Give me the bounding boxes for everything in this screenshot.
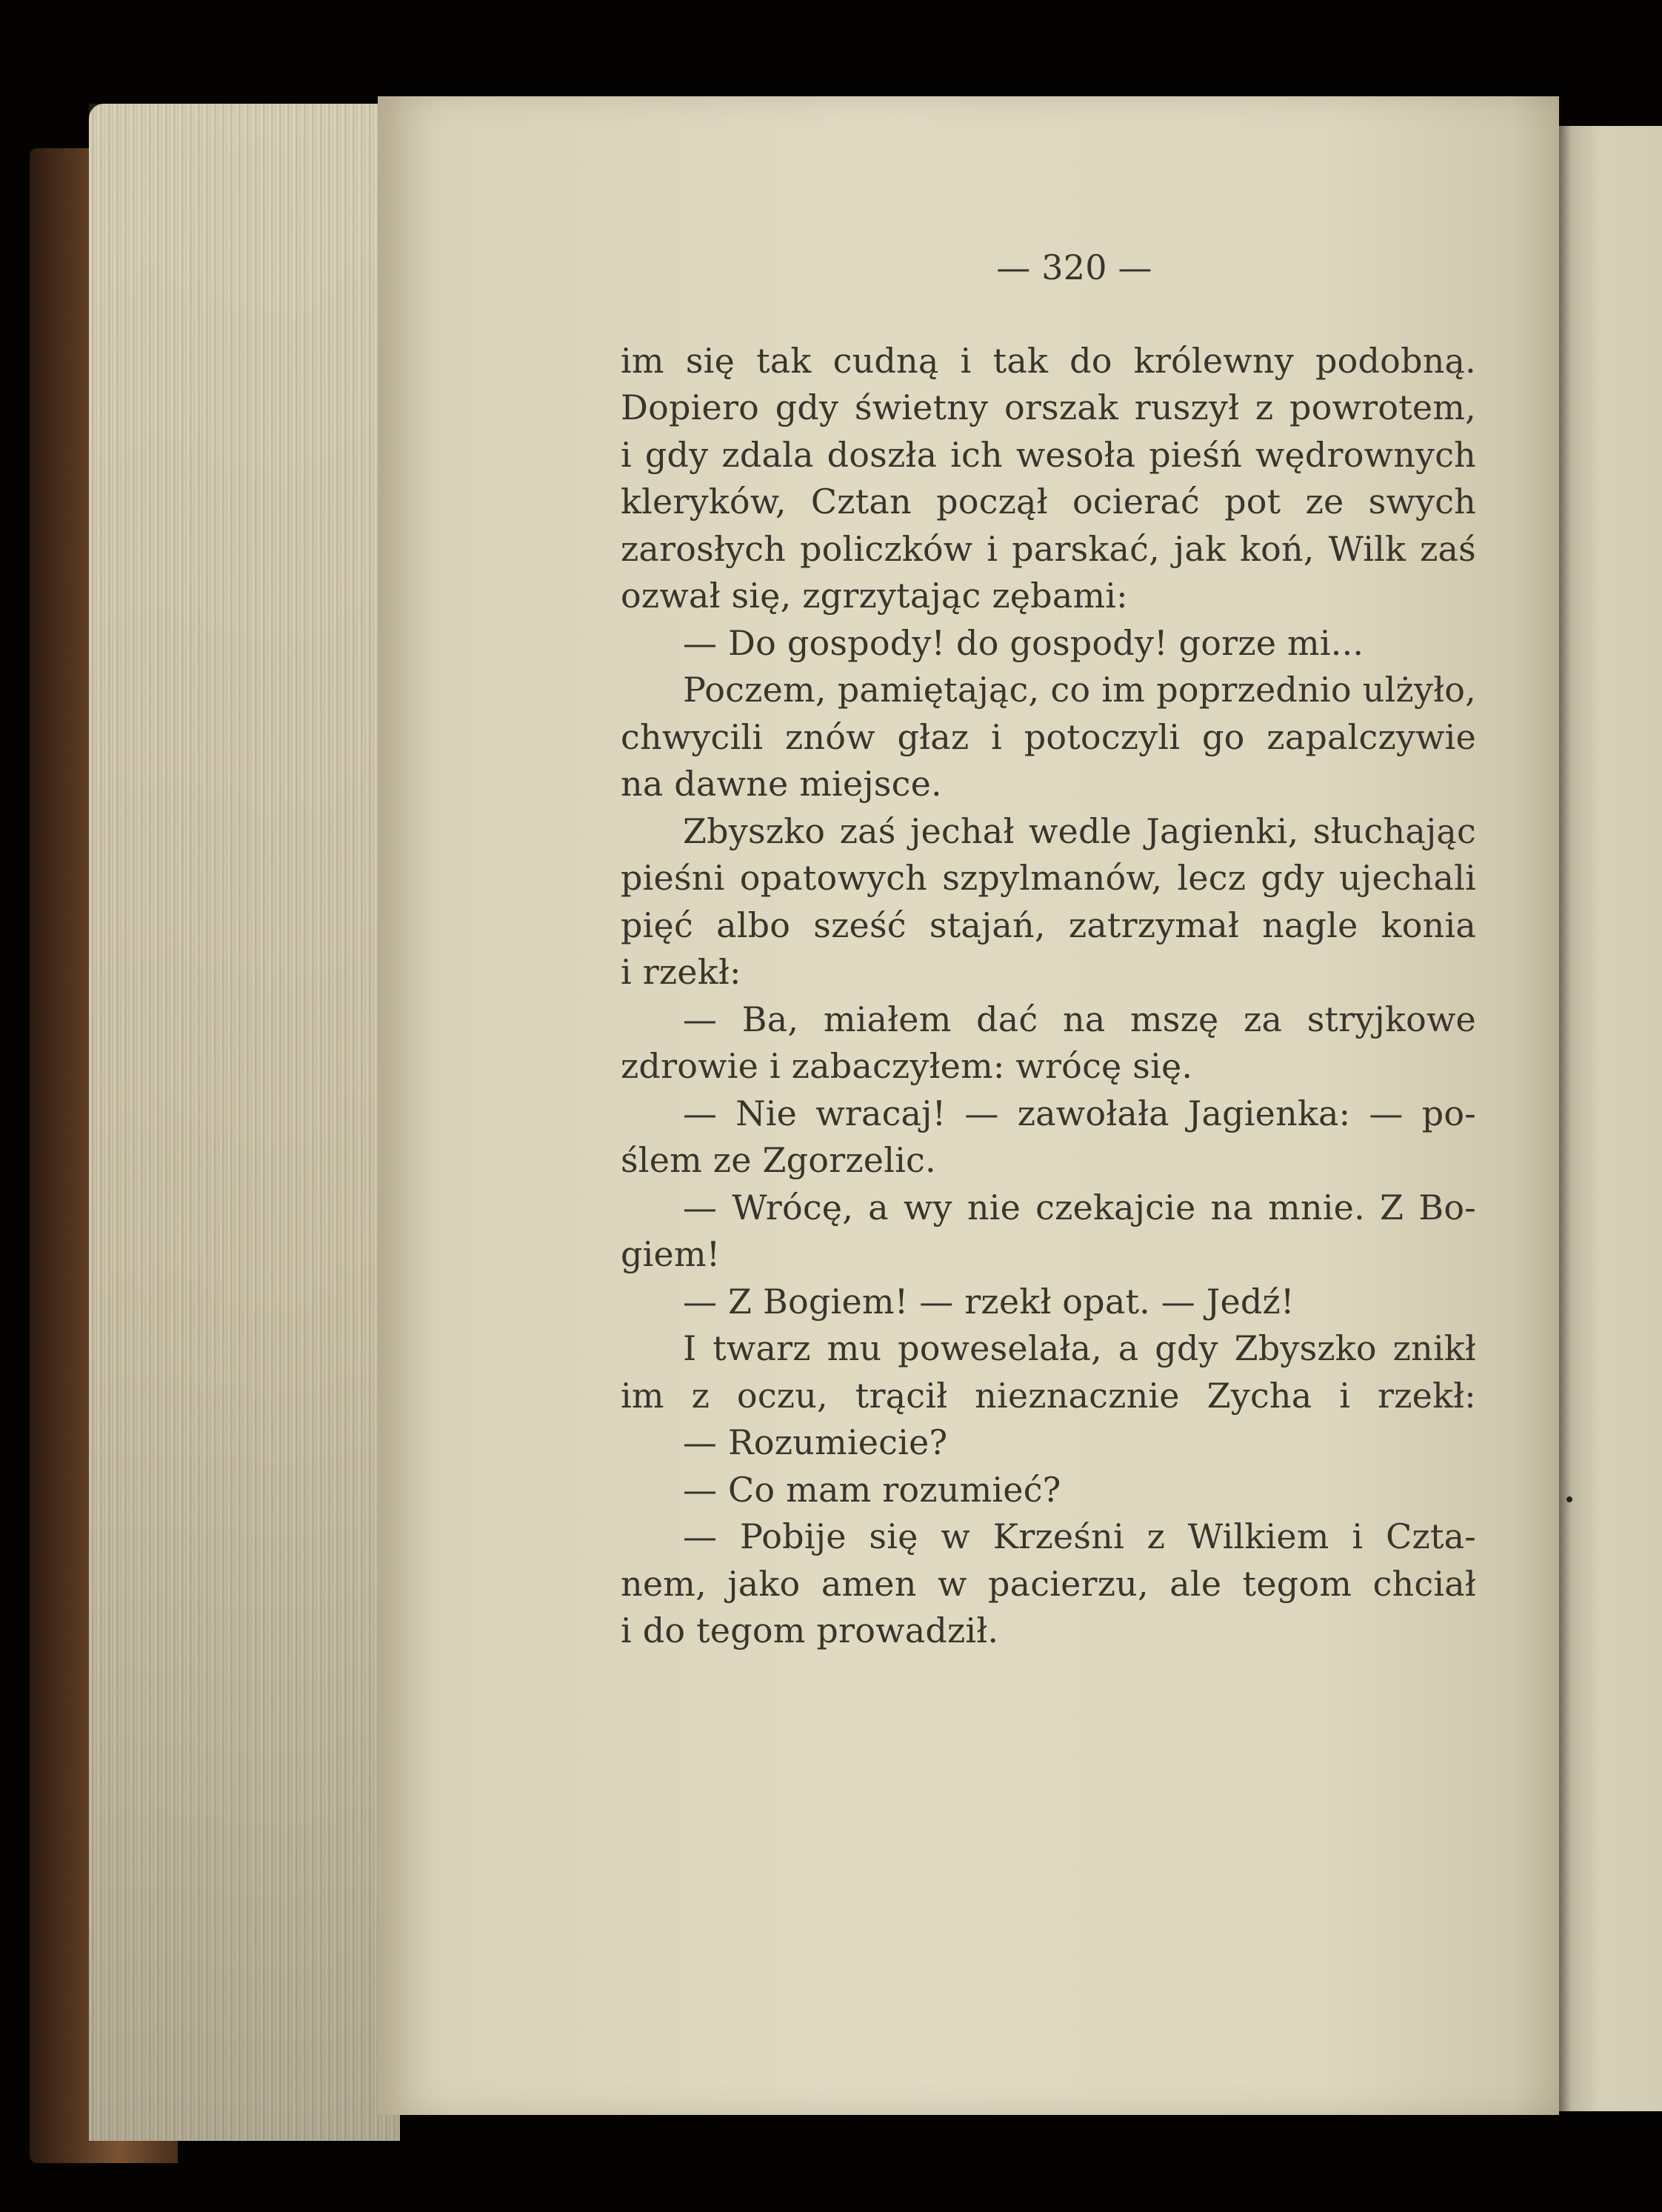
text-line: pięć albo sześć stajań, zatrzymał nagle konia bbox=[621, 905, 1476, 945]
page-text bbox=[621, 244, 1476, 1655]
text-line: ozwał się, zgrzytając zębami: bbox=[621, 576, 1128, 616]
text-line: zdrowie i zabaczyłem: wrócę się. bbox=[621, 1046, 1193, 1086]
facing-page-edge bbox=[1559, 126, 1662, 2111]
text-line: pieśni opatowych szpylmanów, lecz gdy ujechali bbox=[621, 858, 1476, 898]
text-line: — Co mam rozumieć? bbox=[683, 1469, 1061, 1510]
text-line: — Z Bogiem! — rzekł opat. — Jedź! bbox=[683, 1281, 1295, 1322]
text-line: i gdy zdala doszła ich wesoła pieśń wędrownych bbox=[621, 434, 1476, 475]
text-lines bbox=[621, 338, 1476, 1655]
text-line: I twarz mu poweselała, a gdy Zbyszko znikł bbox=[683, 1328, 1476, 1368]
text-line: — Nie wracaj! — zawołała Jagienka: — po- bbox=[683, 1093, 1476, 1133]
text-line: i rzekł: bbox=[621, 952, 741, 992]
text-line: — Ba, miałem dać na mszę za stryjkowe bbox=[683, 999, 1476, 1039]
text-line: na dawne miejsce. bbox=[621, 764, 942, 804]
text-line: giem! bbox=[621, 1234, 721, 1274]
text-line: Dopiero gdy świetny orszak ruszył z powrotem, bbox=[621, 387, 1476, 427]
text-line: im się tak cudną i tak do królewny podobną. bbox=[621, 340, 1476, 381]
text-line: Poczem, pamiętając, co im poprzednio ulżyło, bbox=[683, 670, 1476, 710]
page-number: — 320 — bbox=[996, 247, 1152, 287]
text-line: — Pobije się w Krześni z Wilkiem i Czta- bbox=[683, 1516, 1476, 1556]
text-line: chwycili znów głaz i potoczyli go zapalczywie bbox=[621, 716, 1476, 757]
text-line: — Do gospody! do gospody! gorze mi... bbox=[683, 622, 1364, 663]
page-edges-stack bbox=[89, 104, 400, 2141]
text-line: — Rozumiecie? bbox=[683, 1422, 948, 1462]
text-line: zarosłych policzków i parskać, jak koń, Wilk zaś bbox=[621, 528, 1476, 569]
text-line: — Wrócę, a wy nie czekajcie na mnie. Z Bo- bbox=[683, 1187, 1476, 1227]
text-line: ślem ze Zgorzelic. bbox=[621, 1140, 936, 1180]
text-line: im z oczu, trącił nieznacznie Zycha i rzekł: bbox=[621, 1375, 1476, 1416]
text-line: nem, jako amen w pacierzu, ale tegom chciał bbox=[621, 1563, 1476, 1604]
text-line: i do tegom prowadził. bbox=[621, 1610, 999, 1650]
text-line: kleryków, Cztan począł ocierać pot ze swych bbox=[621, 482, 1476, 522]
ink-mark bbox=[1566, 1496, 1572, 1502]
text-line: Zbyszko zaś jechał wedle Jagienki, słuchając bbox=[683, 810, 1476, 851]
